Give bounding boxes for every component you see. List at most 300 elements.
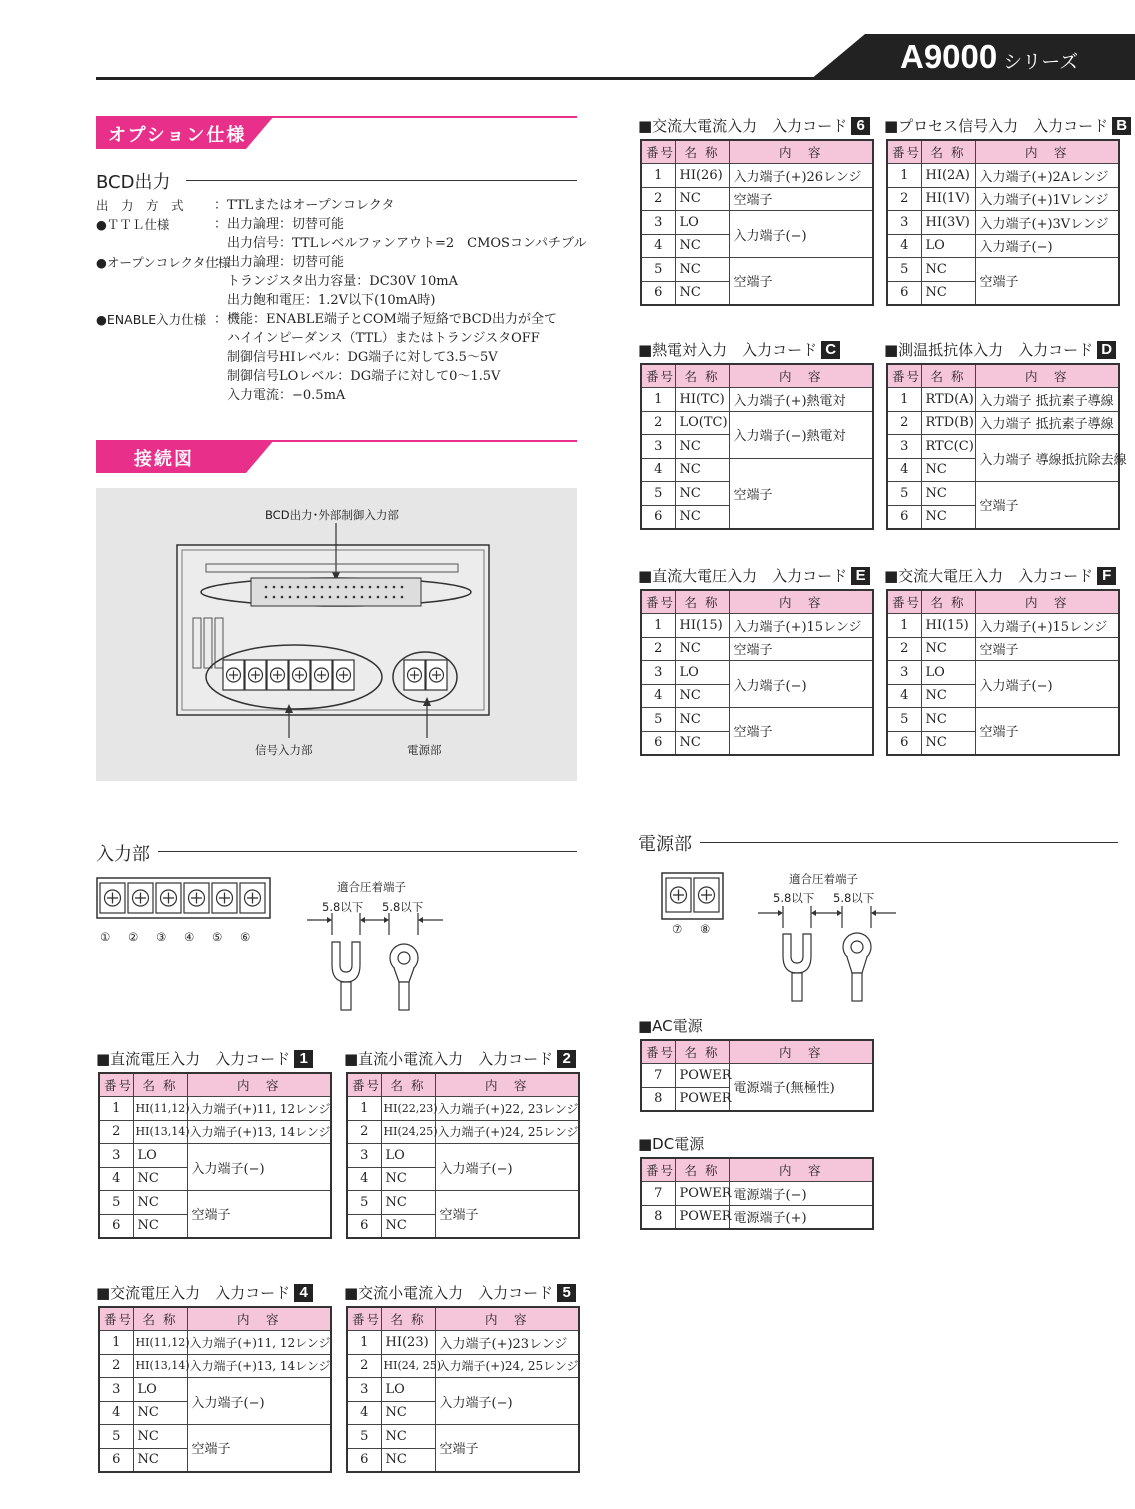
- spec-value-line: ：出力論理：切替可能: [214, 255, 345, 270]
- terminal-number-cell: 3: [887, 661, 921, 685]
- header-content: 内 容: [975, 590, 1119, 614]
- table-title-text: ■プロセス信号入力 入力コード: [884, 117, 1109, 135]
- header-name: 名 称: [133, 1307, 187, 1331]
- option-banner: [96, 116, 577, 149]
- table-title-text: ■交流大電流入力 入力コード: [638, 117, 848, 135]
- terminal-content-cell: 空端子: [435, 1425, 579, 1472]
- power-crimp-dim-left: 5.8以下: [773, 891, 815, 905]
- table-row: [641, 211, 873, 235]
- input-crimp-terminals-drawing: [305, 910, 445, 1015]
- terminal-number-cell: 2: [347, 1354, 381, 1378]
- terminal-content-cell: 入力端子(−): [975, 234, 1119, 258]
- table-title: [344, 1048, 576, 1069]
- table-row: [641, 164, 873, 188]
- connection-banner-text: 接続図: [134, 449, 194, 470]
- terminal-name-cell: HI(26): [675, 164, 729, 188]
- header-name: 名 称: [921, 590, 975, 614]
- table-row: [347, 1378, 579, 1402]
- terminal-content-cell: 入力端子(−): [729, 211, 873, 258]
- terminal-number-cell: 4: [347, 1167, 381, 1191]
- terminal-number-cell: 4: [887, 458, 921, 482]
- terminal-name-cell: NC: [921, 731, 975, 755]
- input-code-badge: F: [1097, 567, 1116, 585]
- header-content: 内 容: [729, 590, 873, 614]
- table-row: [99, 1354, 331, 1378]
- label-power: 電源部: [407, 743, 442, 757]
- input-code-badge: 4: [294, 1284, 313, 1302]
- terminal-number: ①: [100, 930, 111, 944]
- header-num: 番号: [887, 364, 921, 388]
- terminal-content-cell: 空端子: [729, 637, 873, 661]
- terminal-name-cell: LO(TC): [675, 411, 729, 435]
- terminal-number-cell: 6: [347, 1214, 381, 1238]
- terminal-table: [640, 1039, 874, 1112]
- terminal-name-cell: POWER: [675, 1182, 729, 1206]
- power-terminal-numbers: [672, 922, 722, 938]
- table-row: [887, 411, 1119, 435]
- power-terminal-block: [661, 872, 725, 922]
- table-row: [887, 388, 1119, 412]
- terminal-name-cell: RTC(C): [921, 435, 975, 459]
- table-row: [641, 411, 873, 435]
- label-signal-input: 信号入力部: [255, 743, 313, 757]
- terminal-name-cell: NC: [133, 1448, 187, 1472]
- terminal-content-cell: 入力端子(+)24, 25レンジ: [435, 1354, 579, 1378]
- terminal-content-cell: 空端子: [187, 1425, 331, 1472]
- terminal-number-cell: 2: [887, 411, 921, 435]
- header-content: 内 容: [729, 1040, 873, 1064]
- terminal-content-cell: 電源端子(無極性): [729, 1064, 873, 1111]
- terminal-name-cell: LO: [133, 1378, 187, 1402]
- terminal-number-cell: 8: [641, 1205, 675, 1229]
- table-row: [99, 1331, 331, 1355]
- table-row: [887, 234, 1119, 258]
- terminal-number-cell: 3: [99, 1378, 133, 1402]
- terminal-name-cell: LO: [921, 661, 975, 685]
- terminal-content-cell: 入力端子(+)2Aレンジ: [975, 164, 1119, 188]
- terminal-content-cell: 入力端子 導線抵抗除去線: [975, 435, 1119, 482]
- table-title-text: ■直流大電圧入力 入力コード: [638, 567, 848, 585]
- table-row: [887, 435, 1119, 459]
- terminal-number-cell: 3: [641, 661, 675, 685]
- header-name: 名 称: [381, 1073, 435, 1097]
- terminal-number-cell: 6: [99, 1448, 133, 1472]
- table-title: [638, 115, 870, 136]
- terminal-number-cell: 6: [641, 731, 675, 755]
- terminal-name-cell: NC: [133, 1425, 187, 1449]
- table-row: [347, 1425, 579, 1449]
- header-content: 内 容: [187, 1307, 331, 1331]
- terminal-content-cell: 入力端子(+)15レンジ: [729, 614, 873, 638]
- terminal-name-cell: NC: [381, 1167, 435, 1191]
- terminal-number-cell: 6: [887, 281, 921, 305]
- terminal-name-cell: NC: [675, 281, 729, 305]
- terminal-number: ⑦: [672, 922, 683, 936]
- table-title: [884, 115, 1131, 136]
- terminal-name-cell: RTD(A): [921, 388, 975, 412]
- terminal-number: ②: [128, 930, 139, 944]
- table-title-text: ■直流電圧入力 入力コード: [96, 1050, 291, 1068]
- terminal-table: [346, 1306, 580, 1473]
- terminal-content-cell: 入力端子(−): [975, 661, 1119, 708]
- input-crimp-dim-right: 5.8以下: [382, 900, 424, 914]
- table-title: [344, 1282, 576, 1303]
- table-row: [641, 1205, 873, 1229]
- terminal-content-cell: 入力端子(−): [729, 661, 873, 708]
- header-content: 内 容: [435, 1073, 579, 1097]
- terminal-name-cell: NC: [133, 1401, 187, 1425]
- terminal-number-cell: 7: [641, 1182, 675, 1206]
- header-content: 内 容: [187, 1073, 331, 1097]
- header-content: 内 容: [729, 140, 873, 164]
- device-rear-view: [96, 488, 577, 781]
- terminal-number-cell: 8: [641, 1087, 675, 1111]
- terminal-content-cell: 入力端子 抵抗素子導線: [975, 411, 1119, 435]
- terminal-name-cell: NC: [921, 482, 975, 506]
- terminal-number-cell: 4: [887, 234, 921, 258]
- input-terminal-block: [96, 877, 276, 925]
- header-num: 番号: [641, 1040, 675, 1064]
- terminal-name-cell: HI(15): [675, 614, 729, 638]
- terminal-name-cell: NC: [675, 731, 729, 755]
- series-title: [900, 38, 1078, 76]
- header-num: 番号: [887, 590, 921, 614]
- terminal-number-cell: 3: [641, 435, 675, 459]
- table-title-text: ■測温抵抗体入力 入力コード: [884, 341, 1094, 359]
- terminal-name-cell: NC: [921, 258, 975, 282]
- terminal-content-cell: 入力端子(+)熱電対: [729, 388, 873, 412]
- terminal-name-cell: HI(15): [921, 614, 975, 638]
- terminal-table: [886, 363, 1127, 530]
- header-num: 番号: [641, 1158, 675, 1182]
- table-row: [641, 661, 873, 685]
- terminal-number-cell: 2: [887, 637, 921, 661]
- terminal-number-cell: 5: [641, 708, 675, 732]
- terminal-number: ③: [156, 930, 167, 944]
- power-section-rule: [700, 842, 1118, 843]
- terminal-name-cell: NC: [133, 1191, 187, 1215]
- terminal-number-cell: 2: [99, 1120, 133, 1144]
- table-title-text: ■熱電対入力 入力コード: [638, 341, 818, 359]
- table-title: [638, 339, 840, 360]
- spec-value-line: 出力飽和電圧：1.2V以下(10mA時): [214, 293, 436, 308]
- table-row: [641, 187, 873, 211]
- table-row: [887, 708, 1119, 732]
- terminal-table: [886, 139, 1120, 306]
- table-row: [641, 458, 873, 482]
- terminal-name-cell: HI(24, 25): [381, 1354, 435, 1378]
- spec-label: 出 力 方 式: [96, 198, 184, 213]
- terminal-number-cell: 3: [887, 435, 921, 459]
- table-title-text: ■交流小電流入力 入力コード: [344, 1284, 554, 1302]
- header-content: 内 容: [729, 1158, 873, 1182]
- input-terminal-numbers: [100, 930, 270, 946]
- table-title-text: ■交流電圧入力 入力コード: [96, 1284, 291, 1302]
- terminal-content-cell: 入力端子(+)15レンジ: [975, 614, 1119, 638]
- spec-value-line: ハイインピーダンス（TTL）またはトランジスタOFF: [214, 331, 540, 346]
- option-banner-text: オプション仕様: [108, 125, 247, 146]
- table-title-text: ■AC電源: [638, 1017, 703, 1035]
- terminal-name-cell: LO: [381, 1378, 435, 1402]
- table-row: [347, 1120, 579, 1144]
- terminal-name-cell: NC: [921, 505, 975, 529]
- table-row: [347, 1097, 579, 1121]
- spec-value-line: ：TTLまたはオープンコレクタ: [214, 198, 395, 213]
- table-title: [96, 1048, 313, 1069]
- table-row: [641, 614, 873, 638]
- terminal-number-cell: 5: [347, 1191, 381, 1215]
- terminal-number-cell: 2: [641, 187, 675, 211]
- header-num: 番号: [641, 140, 675, 164]
- terminal-number-cell: 7: [641, 1064, 675, 1088]
- terminal-name-cell: NC: [381, 1214, 435, 1238]
- terminal-number-cell: 5: [347, 1425, 381, 1449]
- header-content: 内 容: [729, 364, 873, 388]
- terminal-content-cell: 入力端子(+)22, 23レンジ: [435, 1097, 579, 1121]
- input-code-badge: D: [1097, 341, 1116, 359]
- table-row: [99, 1378, 331, 1402]
- table-row: [99, 1191, 331, 1215]
- table-row: [347, 1144, 579, 1168]
- terminal-content-cell: 入力端子(+)13, 14レンジ: [187, 1354, 331, 1378]
- header-name: 名 称: [381, 1307, 435, 1331]
- table-row: [99, 1144, 331, 1168]
- terminal-name-cell: NC: [381, 1401, 435, 1425]
- input-code-badge: 1: [294, 1050, 313, 1068]
- terminal-number-cell: 4: [641, 458, 675, 482]
- terminal-name-cell: NC: [133, 1214, 187, 1238]
- terminal-number-cell: 1: [887, 164, 921, 188]
- table-title: [884, 565, 1116, 586]
- terminal-content-cell: 空端子: [975, 708, 1119, 755]
- input-code-badge: B: [1112, 117, 1131, 135]
- spec-label: ●ENABLE入力仕様: [96, 312, 207, 327]
- terminal-number-cell: 4: [641, 234, 675, 258]
- terminal-name-cell: LO: [675, 661, 729, 685]
- table-row: [641, 388, 873, 412]
- header-name: 名 称: [675, 1040, 729, 1064]
- terminal-name-cell: NC: [675, 458, 729, 482]
- terminal-name-cell: LO: [921, 234, 975, 258]
- header-num: 番号: [887, 140, 921, 164]
- power-crimp-dim-right: 5.8以下: [833, 891, 875, 905]
- table-row: [641, 258, 873, 282]
- terminal-table: [640, 589, 874, 756]
- terminal-name-cell: NC: [675, 187, 729, 211]
- terminal-table: [886, 589, 1120, 756]
- terminal-content-cell: 入力端子 抵抗素子導線: [975, 388, 1119, 412]
- terminal-content-cell: 入力端子(+)24, 25レンジ: [435, 1120, 579, 1144]
- terminal-number-cell: 4: [99, 1401, 133, 1425]
- terminal-number-cell: 5: [887, 482, 921, 506]
- terminal-number-cell: 6: [641, 505, 675, 529]
- terminal-number-cell: 5: [887, 258, 921, 282]
- terminal-content-cell: 空端子: [729, 708, 873, 755]
- terminal-number-cell: 6: [641, 281, 675, 305]
- terminal-number-cell: 4: [887, 684, 921, 708]
- terminal-name-cell: NC: [921, 458, 975, 482]
- terminal-name-cell: POWER: [675, 1205, 729, 1229]
- bcd-title: BCD出力: [96, 172, 171, 193]
- terminal-name-cell: NC: [675, 234, 729, 258]
- spec-value-line: ：出力論理：切替可能: [214, 217, 345, 232]
- terminal-number-cell: 1: [641, 388, 675, 412]
- terminal-table: [98, 1306, 332, 1473]
- input-code-badge: 6: [851, 117, 870, 135]
- spec-value-line: 制御信号HIレベル：DG端子に対して3.5～5V: [214, 350, 498, 365]
- input-code-badge: 5: [557, 1284, 576, 1302]
- terminal-name-cell: HI(3V): [921, 211, 975, 235]
- terminal-content-cell: 入力端子(−): [435, 1378, 579, 1425]
- table-title: [638, 1133, 704, 1154]
- terminal-number-cell: 2: [99, 1354, 133, 1378]
- terminal-content-cell: 入力端子(−)熱電対: [729, 411, 873, 458]
- terminal-name-cell: NC: [133, 1167, 187, 1191]
- terminal-content-cell: 空端子: [975, 258, 1119, 305]
- terminal-content-cell: 入力端子(+)11, 12レンジ: [187, 1097, 331, 1121]
- header-content: 内 容: [435, 1307, 579, 1331]
- header-num: 番号: [99, 1073, 133, 1097]
- terminal-name-cell: NC: [921, 281, 975, 305]
- terminal-number-cell: 5: [641, 482, 675, 506]
- terminal-name-cell: NC: [675, 482, 729, 506]
- terminal-number-cell: 1: [887, 614, 921, 638]
- terminal-name-cell: HI(2A): [921, 164, 975, 188]
- input-code-badge: 2: [557, 1050, 576, 1068]
- header-name: 名 称: [133, 1073, 187, 1097]
- terminal-number-cell: 4: [99, 1167, 133, 1191]
- terminal-content-cell: 電源端子(−): [729, 1182, 873, 1206]
- spec-value-line: ：機能：ENABLE端子とCOM端子短絡でBCD出力が全て: [214, 312, 558, 327]
- terminal-number: ⑤: [212, 930, 223, 944]
- input-section-rule: [158, 851, 577, 852]
- terminal-table: [346, 1072, 580, 1239]
- terminal-content-cell: 入力端子(+)3Vレンジ: [975, 211, 1119, 235]
- terminal-number-cell: 6: [887, 731, 921, 755]
- terminal-name-cell: HI(11,12): [133, 1097, 187, 1121]
- terminal-number-cell: 6: [347, 1448, 381, 1472]
- table-title: [638, 1015, 703, 1036]
- terminal-number-cell: 3: [641, 211, 675, 235]
- header-num: 番号: [347, 1073, 381, 1097]
- terminal-number-cell: 3: [887, 211, 921, 235]
- terminal-number-cell: 1: [641, 614, 675, 638]
- terminal-name-cell: HI(TC): [675, 388, 729, 412]
- terminal-name-cell: RTD(B): [921, 411, 975, 435]
- terminal-number-cell: 1: [347, 1097, 381, 1121]
- terminal-number-cell: 5: [99, 1425, 133, 1449]
- terminal-content-cell: 入力端子(+)11, 12レンジ: [187, 1331, 331, 1355]
- terminal-name-cell: NC: [675, 258, 729, 282]
- terminal-content-cell: 空端子: [729, 187, 873, 211]
- terminal-content-cell: 入力端子(+)26レンジ: [729, 164, 873, 188]
- terminal-table: [98, 1072, 332, 1239]
- terminal-name-cell: HI(22,23): [381, 1097, 435, 1121]
- terminal-name-cell: NC: [381, 1448, 435, 1472]
- terminal-content-cell: 空端子: [435, 1191, 579, 1238]
- spec-value-line: 制御信号LOレベル：DG端子に対して0～1.5V: [214, 369, 501, 384]
- terminal-table: [640, 1157, 874, 1230]
- terminal-content-cell: 空端子: [729, 258, 873, 305]
- header-name: 名 称: [675, 590, 729, 614]
- table-row: [887, 258, 1119, 282]
- terminal-name-cell: NC: [381, 1191, 435, 1215]
- terminal-content-cell: 入力端子(+)1Vレンジ: [975, 187, 1119, 211]
- table-row: [887, 187, 1119, 211]
- table-row: [347, 1331, 579, 1355]
- terminal-content-cell: 空端子: [975, 637, 1119, 661]
- terminal-number-cell: 5: [99, 1191, 133, 1215]
- table-title-text: ■DC電源: [638, 1135, 705, 1153]
- header-name: 名 称: [675, 364, 729, 388]
- terminal-content-cell: 空端子: [729, 458, 873, 529]
- terminal-number-cell: 5: [641, 258, 675, 282]
- terminal-name-cell: NC: [381, 1425, 435, 1449]
- terminal-number-cell: 1: [99, 1097, 133, 1121]
- terminal-number-cell: 2: [641, 411, 675, 435]
- header-content: 内 容: [975, 364, 1119, 388]
- table-row: [99, 1425, 331, 1449]
- terminal-name-cell: LO: [675, 211, 729, 235]
- terminal-name-cell: NC: [675, 505, 729, 529]
- header-content: 内 容: [975, 140, 1119, 164]
- terminal-content-cell: 電源端子(+): [729, 1205, 873, 1229]
- spec-label: ●ＴＴＬ仕様: [96, 217, 170, 232]
- terminal-name-cell: POWER: [675, 1064, 729, 1088]
- series-suffix: シリーズ: [1003, 51, 1079, 73]
- table-row: [887, 211, 1119, 235]
- terminal-number-cell: 3: [99, 1144, 133, 1168]
- terminal-number-cell: 1: [347, 1331, 381, 1355]
- spec-label: ●オープンコレクタ仕様: [96, 255, 231, 270]
- connection-banner: [96, 440, 577, 473]
- bcd-spec-list: [96, 196, 586, 416]
- terminal-name-cell: HI(1V): [921, 187, 975, 211]
- terminal-name-cell: HI(13,14): [133, 1354, 187, 1378]
- terminal-name-cell: NC: [921, 684, 975, 708]
- power-section-title: 電源部: [638, 834, 692, 855]
- terminal-number-cell: 4: [347, 1401, 381, 1425]
- terminal-number: ⑧: [700, 922, 711, 936]
- header-num: 番号: [641, 590, 675, 614]
- power-crimp-title: 適合圧着端子: [789, 872, 858, 886]
- terminal-name-cell: POWER: [675, 1087, 729, 1111]
- terminal-name-cell: LO: [133, 1144, 187, 1168]
- terminal-name-cell: NC: [675, 435, 729, 459]
- label-bcd-port: BCD出力･外部制御入力部: [265, 508, 399, 522]
- table-row: [887, 661, 1119, 685]
- terminal-number-cell: 4: [641, 684, 675, 708]
- terminal-name-cell: HI(13,14): [133, 1120, 187, 1144]
- terminal-name-cell: LO: [381, 1144, 435, 1168]
- table-row: [641, 637, 873, 661]
- header-name: 名 称: [921, 140, 975, 164]
- table-title-text: ■直流小電流入力 入力コード: [344, 1050, 554, 1068]
- terminal-content-cell: 入力端子(+)13, 14レンジ: [187, 1120, 331, 1144]
- terminal-number: ⑥: [240, 930, 251, 944]
- input-code-badge: E: [851, 567, 870, 585]
- table-row: [99, 1097, 331, 1121]
- table-row: [887, 637, 1119, 661]
- terminal-number-cell: 3: [347, 1378, 381, 1402]
- terminal-name-cell: NC: [675, 684, 729, 708]
- table-row: [99, 1120, 331, 1144]
- spec-value-line: 入力電流：−0.5mA: [214, 388, 346, 403]
- terminal-name-cell: HI(23): [381, 1331, 435, 1355]
- terminal-name-cell: HI(11,12): [133, 1331, 187, 1355]
- table-row: [641, 1064, 873, 1088]
- header-name: 名 称: [675, 140, 729, 164]
